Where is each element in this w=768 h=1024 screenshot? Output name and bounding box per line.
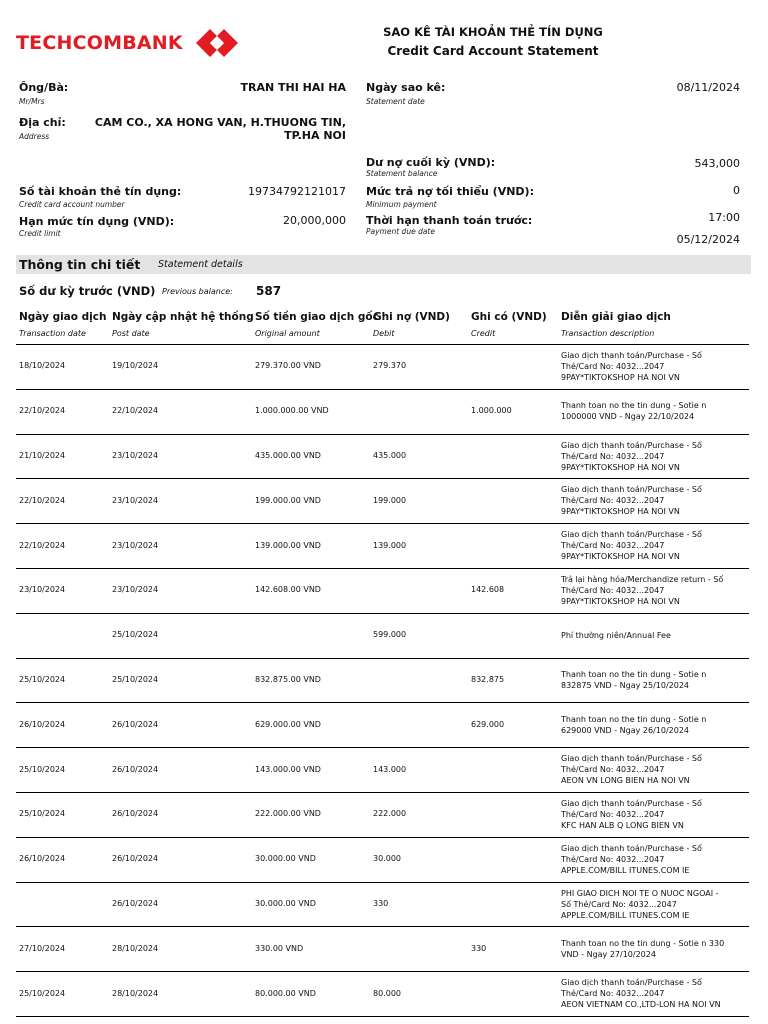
transaction-description bbox=[561, 440, 753, 473]
col-header-credit: Ghi có (VND) bbox=[471, 311, 547, 323]
description-line: 9PAY*TIKTOKSHOP HA NOI VN bbox=[561, 462, 680, 472]
debit-amount: 599.000 bbox=[373, 630, 407, 640]
post-date: 25/10/2024 bbox=[112, 630, 159, 640]
col-sub-txn-date: Transaction date bbox=[19, 329, 86, 338]
previous-balance: 587 bbox=[256, 284, 282, 298]
description-line: Thẻ/Card No: 4032...2047 bbox=[561, 854, 665, 864]
transaction-description bbox=[561, 714, 753, 736]
col-header-original-amount: Số tiền giao dịch gốc bbox=[255, 311, 379, 323]
techcombank-diamond-icon bbox=[194, 28, 240, 58]
description-line: 9PAY*TIKTOKSHOP HA NOI VN bbox=[561, 372, 680, 382]
txn-date: 25/10/2024 bbox=[19, 988, 66, 998]
statement-details-subtitle: Statement details bbox=[158, 259, 243, 270]
debit-amount: 80.000 bbox=[373, 988, 401, 998]
post-date: 23/10/2024 bbox=[112, 495, 159, 505]
txn-date: 22/10/2024 bbox=[19, 540, 66, 550]
statement-balance-sublabel: Statement balance bbox=[366, 169, 438, 178]
credit-amount: 330 bbox=[471, 943, 487, 953]
description-line: Giao dịch thanh toán/Purchase - Số bbox=[561, 798, 702, 808]
description-line: Thẻ/Card No: 4032...2047 bbox=[561, 451, 665, 461]
description-line: Giao dịch thanh toán/Purchase - Số bbox=[561, 843, 702, 853]
txn-date: 27/10/2024 bbox=[19, 943, 66, 953]
statement-title-vn: SAO KÊ TÀI KHOẢN THẺ TÍN DỤNG bbox=[383, 25, 603, 39]
col-sub-debit: Debit bbox=[373, 329, 395, 338]
row-divider bbox=[16, 568, 749, 569]
credit-limit-sublabel: Credit limit bbox=[19, 229, 61, 238]
transaction-description bbox=[561, 484, 753, 517]
original-amount: 30.000.00 VND bbox=[255, 854, 316, 864]
description-line: Thẻ/Card No: 4032...2047 bbox=[561, 361, 665, 371]
row-divider bbox=[16, 434, 749, 435]
post-date: 26/10/2024 bbox=[112, 899, 159, 908]
description-line: PHI GIAO DICH NOI TE O NUOC NGOAI - bbox=[561, 888, 719, 898]
debit-amount: 30.000 bbox=[373, 854, 401, 864]
description-line: Giao dịch thanh toán/Purchase - Số bbox=[561, 530, 702, 540]
row-divider bbox=[16, 523, 749, 524]
post-date: 26/10/2024 bbox=[112, 719, 159, 729]
credit-limit: 20,000,000 bbox=[283, 214, 346, 227]
debit-amount: 279.370 bbox=[373, 361, 407, 371]
due-time: 17:00 bbox=[708, 211, 740, 224]
col-header-debit: Ghi nợ (VND) bbox=[373, 311, 450, 323]
statement-title-en: Credit Card Account Statement bbox=[387, 44, 599, 58]
original-amount: 1.000.000.00 VND bbox=[255, 406, 329, 416]
statement-date: 08/11/2024 bbox=[676, 81, 740, 94]
txn-date: 22/10/2024 bbox=[19, 495, 66, 505]
transaction-description bbox=[561, 400, 753, 422]
minimum-payment-label: Mức trả nợ tối thiểu (VND): bbox=[366, 185, 534, 198]
account-number-sublabel: Credit card account number bbox=[19, 200, 125, 209]
description-line: Thẻ/Card No: 4032...2047 bbox=[561, 809, 665, 819]
description-line: 629000 VND - Ngay 26/10/2024 bbox=[561, 725, 690, 735]
txn-date: 21/10/2024 bbox=[19, 451, 66, 460]
txn-date: 26/10/2024 bbox=[19, 719, 66, 729]
row-divider bbox=[16, 389, 749, 390]
credit-amount: 629.000 bbox=[471, 719, 505, 729]
row-divider bbox=[16, 1016, 749, 1017]
transaction-description bbox=[561, 977, 753, 1010]
debit-amount: 143.000 bbox=[373, 764, 407, 774]
credit-amount: 142.608 bbox=[471, 585, 505, 595]
description-line: VND - Ngay 27/10/2024 bbox=[561, 949, 656, 959]
description-line: Trả lại hàng hóa/Merchandize return - Số bbox=[561, 574, 724, 584]
description-line: Giao dịch thanh toán/Purchase - Số bbox=[561, 485, 702, 495]
description-line: Thẻ/Card No: 4032...2047 bbox=[561, 765, 665, 775]
row-divider bbox=[16, 613, 749, 614]
account-number-label: Số tài khoản thẻ tín dụng: bbox=[19, 185, 182, 198]
debit-amount: 330 bbox=[373, 899, 389, 908]
statement-details-title: Thông tin chi tiết bbox=[19, 257, 141, 272]
col-sub-post-date: Post date bbox=[112, 329, 150, 338]
row-divider bbox=[16, 478, 749, 479]
original-amount: 435.000.00 VND bbox=[255, 451, 321, 460]
post-date: 23/10/2024 bbox=[112, 540, 159, 550]
address-line-1: CAM CO., XA HONG VAN, H.THUONG TIN, bbox=[94, 116, 346, 129]
post-date: 26/10/2024 bbox=[112, 764, 159, 774]
row-divider bbox=[16, 702, 749, 703]
txn-date: 25/10/2024 bbox=[19, 809, 66, 819]
description-line: AEON VIETNAM CO.,LTD-LON HA NOI VN bbox=[561, 1000, 721, 1010]
txn-date: 25/10/2024 bbox=[19, 764, 66, 774]
account-number: 19734792121017 bbox=[248, 185, 346, 198]
address-sublabel: Address bbox=[19, 132, 50, 141]
description-line: APPLE.COM/BILL ITUNES.COM IE bbox=[561, 865, 690, 875]
post-date: 19/10/2024 bbox=[112, 361, 159, 371]
original-amount: 199.000.00 VND bbox=[255, 495, 321, 505]
description-line: 832875 VND - Ngay 25/10/2024 bbox=[561, 681, 690, 690]
txn-date: 23/10/2024 bbox=[19, 585, 66, 595]
row-divider bbox=[16, 926, 749, 927]
minimum-payment-sublabel: Minimum payment bbox=[366, 200, 437, 209]
col-sub-credit: Credit bbox=[471, 329, 496, 338]
row-divider bbox=[16, 971, 749, 972]
due-date-label: Thời hạn thanh toán trước: bbox=[366, 214, 533, 227]
description-line: Giao dịch thanh toán/Purchase - Số bbox=[561, 754, 702, 764]
statement-balance-label: Dư nợ cuối kỳ (VND): bbox=[366, 156, 496, 169]
original-amount: 279.370.00 VND bbox=[255, 361, 321, 371]
bank-logo bbox=[16, 28, 240, 58]
name-sublabel: Mr/Mrs bbox=[19, 97, 45, 106]
col-sub-original-amount: Original amount bbox=[255, 329, 320, 338]
debit-amount: 222.000 bbox=[373, 809, 407, 819]
transaction-description bbox=[561, 574, 753, 607]
transaction-description bbox=[561, 630, 753, 641]
due-date: 05/12/2024 bbox=[676, 233, 740, 246]
post-date: 25/10/2024 bbox=[112, 675, 159, 684]
original-amount: 629.000.00 VND bbox=[255, 719, 321, 729]
description-line: Giao dịch thanh toán/Purchase - Số bbox=[561, 440, 702, 450]
description-line: Số Thẻ/Card No: 4032...2047 bbox=[561, 899, 677, 909]
post-date: 23/10/2024 bbox=[112, 585, 159, 595]
statement-date-sublabel: Statement date bbox=[366, 97, 425, 106]
post-date: 26/10/2024 bbox=[112, 854, 159, 864]
description-line: KFC HAN ALB Q LONG BIEN VN bbox=[561, 820, 684, 830]
statement-date-label: Ngày sao kê: bbox=[366, 81, 446, 94]
transaction-description bbox=[561, 843, 753, 876]
previous-balance-sublabel: Previous balance: bbox=[162, 287, 233, 296]
original-amount: 330.00 VND bbox=[255, 943, 304, 953]
row-divider bbox=[16, 792, 749, 793]
debit-amount: 199.000 bbox=[373, 495, 407, 505]
transaction-description bbox=[561, 350, 753, 383]
description-line: Giao dịch thanh toán/Purchase - Số bbox=[561, 350, 702, 360]
credit-amount: 1.000.000 bbox=[471, 406, 512, 416]
original-amount: 143.000.00 VND bbox=[255, 764, 321, 774]
statement-balance: 543,000 bbox=[694, 157, 740, 170]
transaction-description bbox=[561, 753, 753, 786]
credit-amount: 832.875 bbox=[471, 675, 505, 684]
debit-amount: 435.000 bbox=[373, 451, 407, 460]
post-date: 23/10/2024 bbox=[112, 451, 159, 460]
original-amount: 832.875.00 VND bbox=[255, 675, 321, 684]
txn-date: 22/10/2024 bbox=[19, 406, 66, 416]
description-line: Thanh toan no the tin dung - Sotie n bbox=[561, 670, 707, 679]
description-line: 9PAY*TIKTOKSHOP HA NOI VN bbox=[561, 507, 680, 517]
description-line: 9PAY*TIKTOKSHOP HA NOI VN bbox=[561, 552, 680, 562]
row-divider bbox=[16, 882, 749, 883]
post-date: 26/10/2024 bbox=[112, 809, 159, 819]
description-line: Thẻ/Card No: 4032...2047 bbox=[561, 585, 665, 595]
name-label: Ông/Bà: bbox=[19, 81, 69, 94]
post-date: 22/10/2024 bbox=[112, 406, 159, 416]
description-line: Thẻ/Card No: 4032...2047 bbox=[561, 541, 665, 551]
description-line: 9PAY*TIKTOKSHOP HA NOI VN bbox=[561, 596, 680, 606]
transaction-description bbox=[561, 669, 753, 691]
post-date: 28/10/2024 bbox=[112, 943, 159, 953]
description-line: Thanh toan no the tin dung - Sotie n bbox=[561, 714, 707, 724]
transaction-description bbox=[561, 529, 753, 562]
col-header-txn-date: Ngày giao dịch bbox=[19, 311, 107, 323]
description-line: 1000000 VND - Ngay 22/10/2024 bbox=[561, 412, 695, 422]
row-divider bbox=[16, 658, 749, 659]
row-divider bbox=[16, 747, 749, 748]
previous-balance-label: Số dư kỳ trước (VND) bbox=[19, 284, 156, 298]
original-amount: 30.000.00 VND bbox=[255, 899, 316, 908]
minimum-payment: 0 bbox=[733, 184, 740, 197]
description-line: Giao dịch thanh toán/Purchase - Số bbox=[561, 978, 702, 988]
txn-date: 25/10/2024 bbox=[19, 675, 66, 684]
credit-limit-label: Hạn mức tín dụng (VND): bbox=[19, 215, 175, 228]
due-date-sublabel: Payment due date bbox=[366, 227, 435, 236]
address-label: Địa chỉ: bbox=[19, 116, 66, 129]
description-line: APPLE.COM/BILL ITUNES.COM IE bbox=[561, 910, 690, 920]
col-sub-description: Transaction description bbox=[561, 329, 655, 338]
original-amount: 139.000.00 VND bbox=[255, 540, 321, 550]
col-header-post-date: Ngày cập nhật hệ thống bbox=[112, 311, 254, 323]
original-amount: 222.000.00 VND bbox=[255, 809, 321, 819]
customer-name: TRAN THI HAI HA bbox=[240, 81, 346, 94]
original-amount: 80.000.00 VND bbox=[255, 988, 316, 998]
col-header-description: Diễn giải giao dịch bbox=[561, 311, 671, 323]
description-line: Phí thường niên/Annual Fee bbox=[561, 630, 671, 640]
txn-date: 26/10/2024 bbox=[19, 854, 66, 864]
description-line: Thanh toan no the tin dung - Sotie n bbox=[561, 401, 707, 411]
post-date: 28/10/2024 bbox=[112, 988, 159, 998]
transaction-description bbox=[561, 888, 753, 921]
txn-date: 18/10/2024 bbox=[19, 361, 66, 371]
bank-name: TECHCOMBANK bbox=[16, 32, 183, 54]
debit-amount: 139.000 bbox=[373, 540, 407, 550]
row-divider bbox=[16, 837, 749, 838]
description-line: AEON VN LONG BIEN HA NOI VN bbox=[561, 776, 690, 786]
original-amount: 142.608.00 VND bbox=[255, 585, 321, 595]
transaction-description bbox=[561, 938, 753, 960]
table-header-rule bbox=[16, 344, 749, 345]
description-line: Thanh toan no the tin dung - Sotie n 330 bbox=[561, 938, 725, 948]
description-line: Thẻ/Card No: 4032...2047 bbox=[561, 496, 665, 506]
transaction-description bbox=[561, 798, 753, 831]
description-line: Thẻ/Card No: 4032...2047 bbox=[561, 989, 665, 999]
address-line-2: TP.HA NOI bbox=[284, 129, 346, 142]
